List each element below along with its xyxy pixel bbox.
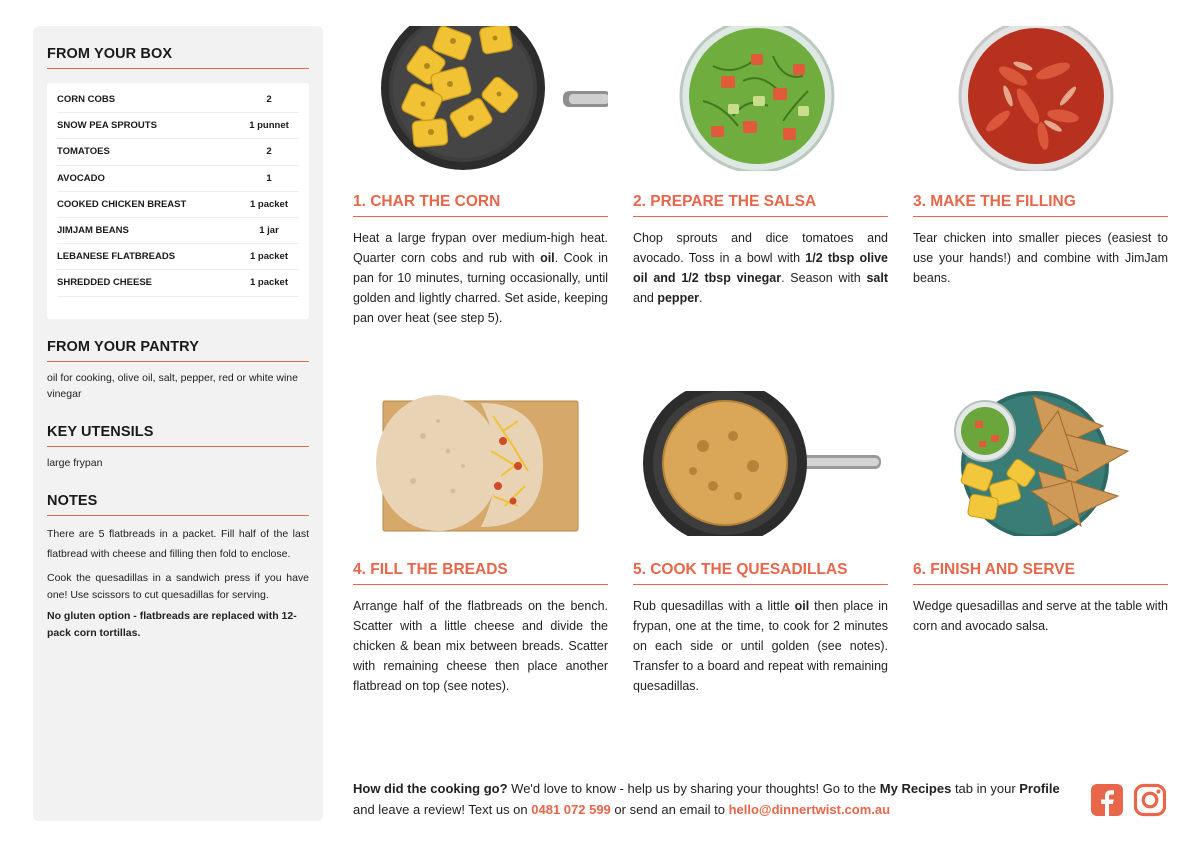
- pantry-text: oil for cooking, olive oil, salt, pepper, red or white wine vinegar: [47, 372, 298, 400]
- footer-text-segment: or send an email to: [610, 802, 729, 817]
- step-5-title: 5. COOK THE QUESADILLAS: [633, 561, 888, 585]
- box-item-qty: 1 packet: [249, 251, 289, 263]
- notes-text: [47, 524, 309, 642]
- step-4-title: 4. FILL THE BREADS: [353, 561, 608, 585]
- ingredients-sidebar: [33, 26, 323, 821]
- footer-text-segment: and leave a review! Text us on: [353, 802, 532, 817]
- step-text-segment: . Season with: [781, 271, 867, 285]
- step-4-text: [353, 596, 608, 696]
- flatbreads-board-photo: [353, 391, 608, 536]
- footer-text-segment: Profile: [1019, 781, 1060, 796]
- from-your-box-title: FROM YOUR BOX: [47, 46, 309, 69]
- box-item-name: SNOW PEA SPROUTS: [57, 120, 157, 132]
- step-text-segment: oil: [540, 251, 555, 265]
- footer-text-segment: tab in your: [951, 781, 1020, 796]
- box-item-row: [57, 113, 299, 139]
- note-paragraph: Cook the quesadillas in a sandwich press if you have one! Use scissors to cut quesadillas for serving.: [47, 572, 309, 601]
- step-2-title: 2. PREPARE THE SALSA: [633, 193, 888, 217]
- step-text-segment: salt: [866, 271, 888, 285]
- facebook-icon[interactable]: [1090, 783, 1124, 817]
- footer-text-segment: How did the cooking go?: [353, 781, 508, 796]
- box-items-table: [47, 83, 309, 319]
- pantry-section: [47, 339, 309, 402]
- corn-frypan-photo: [353, 26, 608, 171]
- instagram-icon[interactable]: [1133, 783, 1167, 817]
- box-item-name: AVOCADO: [57, 172, 105, 184]
- box-item-qty: 1: [266, 172, 272, 184]
- step-text-segment: Arrange half of the flatbreads on the bench. Scatter with a little cheese and divide the chicken & bean mix between breads. Scatter with remaining cheese then place another flatbread on top (see notes).: [353, 599, 608, 693]
- step-text-segment: Wedge quesadillas and serve at the table with corn and avocado salsa.: [913, 599, 1168, 633]
- box-item-row: [57, 139, 299, 165]
- step-text-segment: Chop sprouts and dice tomatoes and avocado. Toss in a bowl with: [633, 231, 888, 265]
- contact-link[interactable]: hello@dinnertwist.com.au: [728, 802, 891, 817]
- salsa-bowl-photo: [633, 26, 888, 171]
- box-item-name: SHREDDED CHEESE: [57, 277, 153, 289]
- step-text-segment: and: [633, 291, 658, 305]
- box-item-qty: 2: [266, 146, 272, 158]
- step-text-segment: . Cook in pan for 10 minutes, turning occasionally, until golden and lightly charred. Set aside, keeping pan over heat (see step 5).: [353, 251, 608, 325]
- box-item-row: [57, 192, 299, 218]
- note-paragraph: There are 5 flatbreads in a packet. Fill half of the last flatbread with cheese and filling then fold to enclose.: [47, 528, 309, 560]
- box-item-name: LEBANESE FLATBREADS: [57, 251, 176, 263]
- box-item-row: [57, 270, 299, 296]
- box-item-row: [57, 87, 299, 113]
- footer-text-segment: My Recipes: [879, 781, 952, 796]
- step-text-segment: Rub quesadillas with a little: [633, 599, 795, 613]
- box-item-name: COOKED CHICKEN BREAST: [57, 198, 187, 210]
- step-6-text: [913, 596, 1168, 636]
- box-item-qty: 1 punnet: [249, 120, 289, 132]
- from-your-pantry-title: FROM YOUR PANTRY: [47, 339, 309, 362]
- step-text-segment: pepper: [657, 291, 700, 305]
- review-footer: [353, 778, 1073, 820]
- note-paragraph: No gluten option - flatbreads are replaced with 12-pack corn tortillas.: [47, 610, 297, 639]
- step-5-text: [633, 596, 888, 696]
- box-item-qty: 1 packet: [249, 198, 289, 210]
- box-item-name: TOMATOES: [57, 146, 110, 158]
- utensils-section: [47, 424, 309, 471]
- box-item-name: JIMJAM BEANS: [57, 225, 129, 237]
- step-text-segment: then place in frypan, one at the time, to cook for 2 minutes on each side or until golden (see notes). Transfer to a board and repeat with remaining quesadillas.: [633, 599, 889, 693]
- box-item-row: [57, 166, 299, 192]
- notes-title: NOTES: [47, 493, 309, 516]
- step-3-title: 3. MAKE THE FILLING: [913, 193, 1168, 217]
- box-item-qty: 2: [266, 94, 272, 106]
- step-6-title: 6. FINISH AND SERVE: [913, 561, 1168, 585]
- box-item-row: [57, 218, 299, 244]
- step-1-text: [353, 228, 608, 328]
- contact-link[interactable]: 0481 072 599: [531, 802, 611, 817]
- quesadilla-frypan-photo: [633, 391, 888, 536]
- step-text-segment: Tear chicken into smaller pieces (easiest to use your hands!) and combine with JimJam beans.: [913, 231, 1168, 285]
- step-2-text: [633, 228, 888, 308]
- filling-bowl-photo: [913, 26, 1168, 171]
- utensils-text: large frypan: [47, 457, 103, 469]
- box-item-name: CORN COBS: [57, 94, 116, 106]
- notes-section: [47, 493, 309, 642]
- step-text-segment: .: [699, 291, 703, 305]
- step-text-segment: Heat a large frypan over medium-high heat. Quarter corn cobs and rub with: [353, 231, 608, 265]
- serving-plate-photo: [913, 391, 1168, 536]
- box-item-qty: 1 packet: [249, 277, 289, 289]
- box-item-row: [57, 244, 299, 270]
- step-text-segment: 1/2 tbsp olive oil and 1/2 tbsp vinegar: [633, 251, 888, 285]
- step-text-segment: oil: [794, 599, 810, 613]
- footer-text-segment: We'd love to know - help us by sharing your thoughts! Go to the: [507, 781, 880, 796]
- step-3-text: [913, 228, 1168, 288]
- box-item-qty: 1 jar: [259, 225, 279, 237]
- step-1-title: 1. CHAR THE CORN: [353, 193, 608, 217]
- key-utensils-title: KEY UTENSILS: [47, 424, 309, 447]
